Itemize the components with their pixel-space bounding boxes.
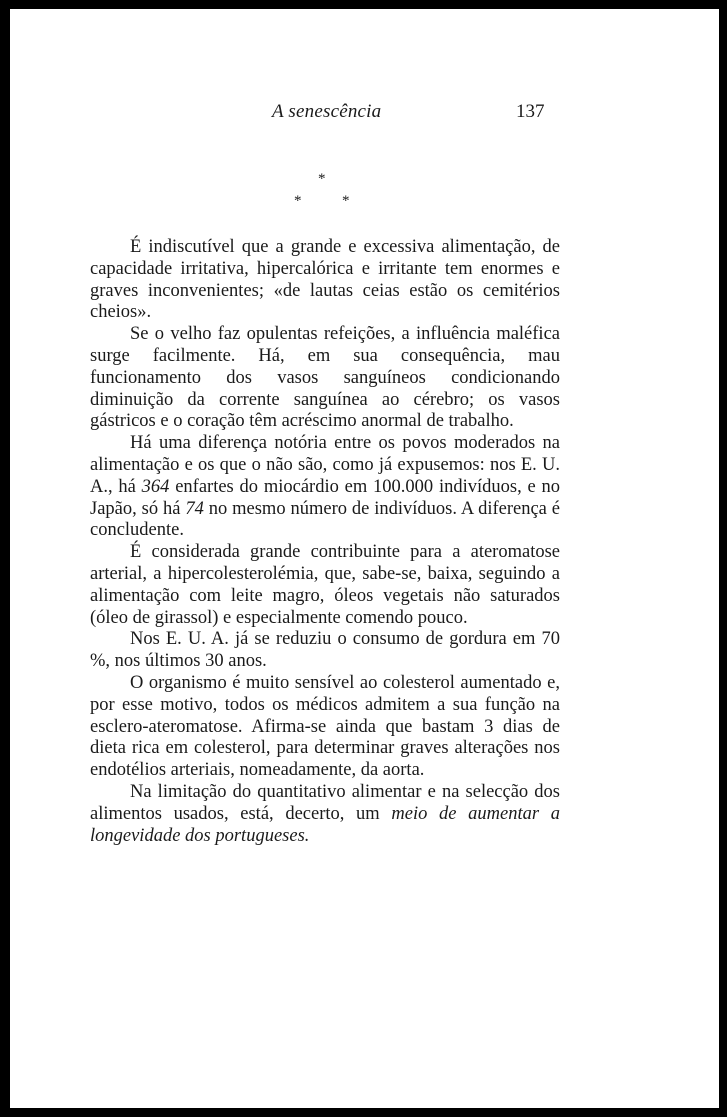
paragraph-5: Nos E. U. A. já se reduziu o consumo de gordura em 70 %, nos últimos 30 anos. — [90, 629, 560, 672]
paragraph-7 — [90, 782, 560, 847]
paragraph-7-text: Na limitação do quantitativo alimentar e na selecção dos alimentos usados, está, decerto, um — [90, 781, 560, 824]
paragraph-4: É considerada grande contribuinte para a ateromatose arterial, a hipercolesterolémia, que, sabe-se, baixa, seguindo a alimentação com leite magro, óleos vegetais não saturados (óleo de girassol) e especialmente comendo pouco. — [90, 542, 560, 628]
paragraph-3-text-b: enfartes do miocárdio em 100.000 indivíduos, e no Japão, só há — [90, 476, 561, 519]
paragraph-3-number-japan: 74 — [185, 498, 204, 519]
paragraph-3 — [90, 433, 560, 542]
asterism-star-top: * — [318, 171, 326, 187]
book-page — [10, 9, 719, 1108]
paragraph-3-text-c: no mesmo número de indivíduos. A diferença é concludente. — [90, 498, 560, 541]
body-text — [90, 237, 560, 847]
page-number: 137 — [516, 101, 545, 122]
asterism-star-left: * — [294, 193, 302, 209]
paragraph-7-italic-phrase: meio de aumentar a longevidade dos portugueses. — [90, 803, 560, 846]
asterism-ornament — [10, 171, 719, 221]
asterism-star-right: * — [342, 193, 350, 209]
running-title: A senescência — [272, 101, 382, 122]
paragraph-2: Se o velho faz opulentas refeições, a influência maléfica surge facilmente. Há, em sua consequência, mau funcionamento dos vasos sanguíneos condicionando diminuição da corrente sanguínea ao cérebro; os vasos gástricos e o coração têm acréscimo anormal de trabalho. — [90, 324, 560, 432]
paragraph-6: O organismo é muito sensível ao colesterol aumentado e, por esse motivo, todos os médicos admitem a sua função na esclero-ateromatose. Afirma-se ainda que bastam 3 dias de dieta rica em colesterol, para determinar graves alterações nos endotélios arteriais, nomeadamente, da aorta. — [90, 672, 560, 781]
paragraph-3-number-usa: 364 — [141, 476, 170, 497]
page-header — [10, 101, 719, 131]
paragraph-1: É indiscutível que a grande e excessiva alimentação, de capacidade irritativa, hipercalórica e irritante tem enormes e graves inconvenientes; «de lautas ceias estão os cemitérios cheios». — [90, 237, 560, 323]
paragraph-3-text-a: Há uma diferença notória entre os povos moderados na alimentação e os que o não são, como já expusemos: nos E. U. A., há — [90, 433, 560, 497]
